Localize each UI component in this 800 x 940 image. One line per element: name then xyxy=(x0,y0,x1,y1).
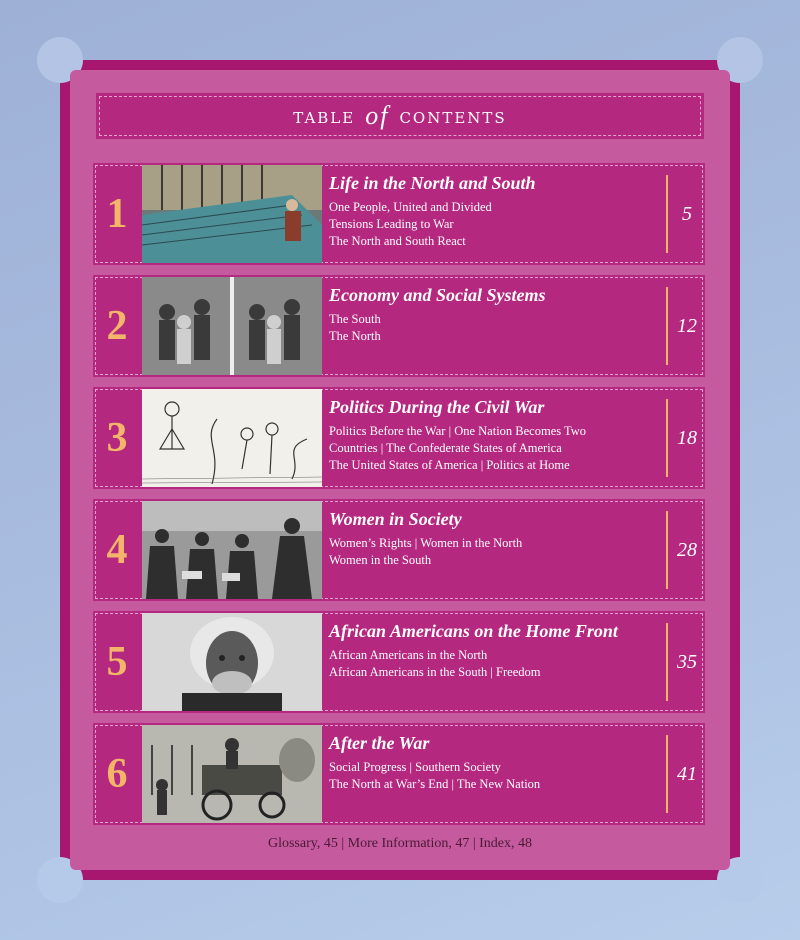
page-number: 41 xyxy=(677,762,697,785)
subsection: African Americans in the South | Freedom xyxy=(329,665,541,679)
chapter-number: 6 xyxy=(106,751,128,797)
back-matter-links[interactable]: Glossary, 45 | More Information, 47 | Index, 48 xyxy=(267,836,533,851)
title-word-contents: contents xyxy=(399,103,507,129)
divider xyxy=(666,287,668,365)
subsection: Women in the South xyxy=(329,553,432,567)
title-word-table: table xyxy=(293,103,356,129)
chapter-number: 5 xyxy=(106,639,128,685)
subsection: One People, United and Divided xyxy=(329,200,492,214)
subsection: The North at War’s End | The New Nation xyxy=(329,777,541,791)
chapter-2-image xyxy=(142,277,322,375)
divider xyxy=(666,735,668,813)
subsection: The South xyxy=(329,312,381,326)
divider xyxy=(666,623,668,701)
chapter-row-1[interactable] xyxy=(93,163,705,265)
page-number: 12 xyxy=(677,314,697,337)
title-word-of: of xyxy=(365,101,390,130)
subsection: The North xyxy=(329,329,381,343)
subsection: Politics Before the War | One Nation Becomes Two xyxy=(329,424,587,438)
chapter-5-image xyxy=(142,613,322,711)
subsection: Women’s Rights | Women in the North xyxy=(329,536,523,550)
subsection: Countries | The Confederate States of America xyxy=(329,441,562,455)
chapter-heading: Politics During the Civil War xyxy=(329,397,545,417)
subsection: African Americans in the North xyxy=(329,648,488,662)
chapter-number: 3 xyxy=(106,415,128,461)
page-number: 28 xyxy=(677,538,697,561)
divider xyxy=(666,175,668,253)
subsection: The United States of America | Politics at Home xyxy=(329,458,570,472)
subsection: Social Progress | Southern Society xyxy=(329,760,501,774)
subsection: Tensions Leading to War xyxy=(329,217,454,231)
page-number: 35 xyxy=(677,650,697,673)
page-title xyxy=(96,93,704,139)
chapter-heading: After the War xyxy=(329,733,430,753)
chapter-heading: Life in the North and South xyxy=(329,173,536,193)
chapter-1-image xyxy=(142,165,322,263)
chapter-heading: Women in Society xyxy=(329,509,462,529)
chapter-4-image xyxy=(142,501,322,599)
chapter-heading: Economy and Social Systems xyxy=(329,285,546,305)
page-number: 18 xyxy=(677,426,697,449)
chapter-number: 1 xyxy=(106,191,128,237)
subsection: The North and South React xyxy=(329,234,466,248)
divider xyxy=(666,511,668,589)
divider xyxy=(666,399,668,477)
chapter-row-2[interactable] xyxy=(93,275,705,377)
chapter-row-3[interactable] xyxy=(93,387,705,489)
chapter-row-6[interactable] xyxy=(93,723,705,825)
chapter-heading: African Americans on the Home Front xyxy=(329,621,618,641)
chapter-6-image xyxy=(142,725,322,823)
chapter-row-5[interactable] xyxy=(93,611,705,713)
chapter-number: 2 xyxy=(106,303,128,349)
chapter-3-image xyxy=(142,389,322,487)
page-number: 5 xyxy=(682,202,692,225)
chapter-row-4[interactable] xyxy=(93,499,705,601)
chapter-number: 4 xyxy=(106,527,128,573)
